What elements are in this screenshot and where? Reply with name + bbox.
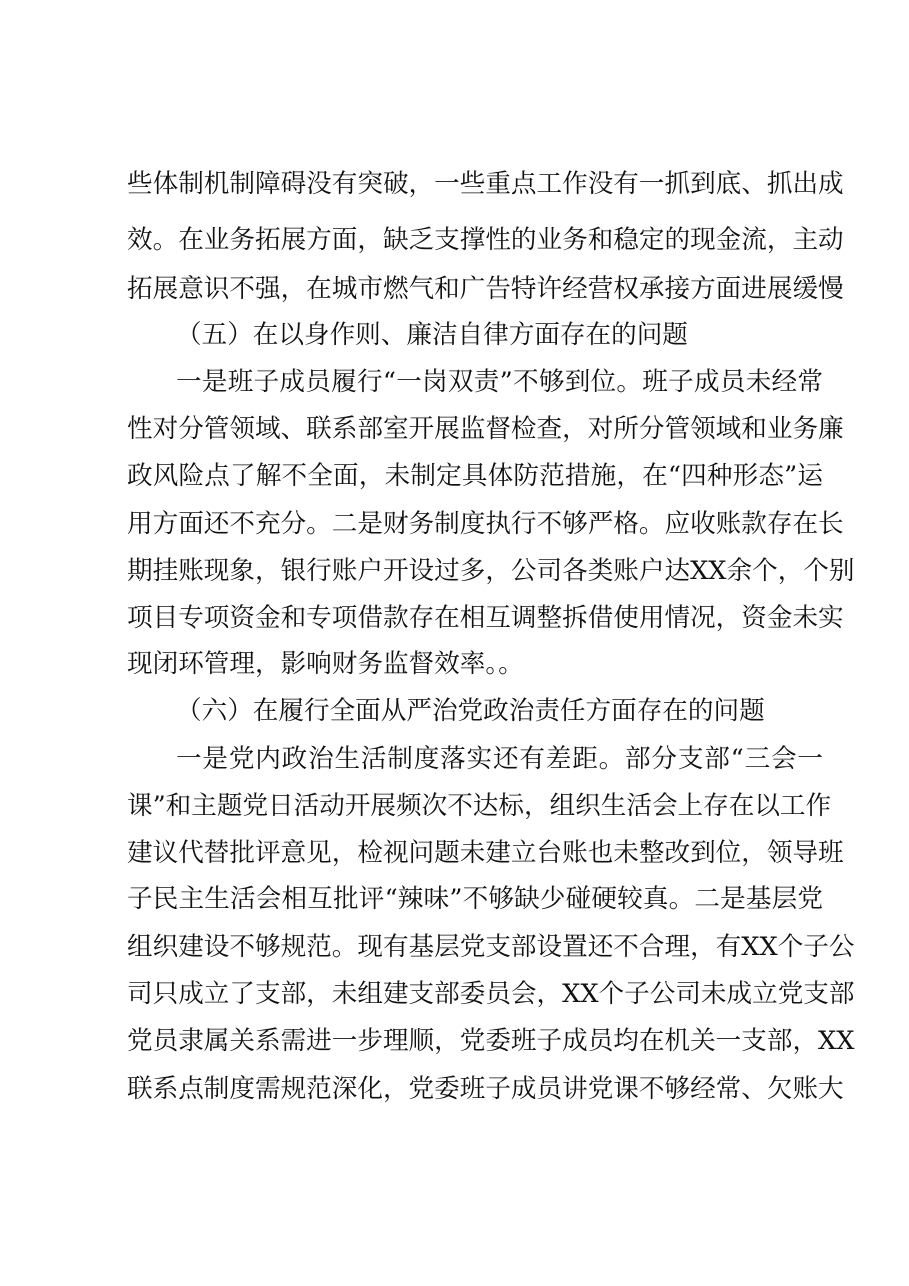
paragraph-line: 些体制机制障碍没有突破，一些重点工作没有一抓到底、抓出成 xyxy=(127,169,844,199)
paragraph-line: 性对分管领域、联系部室开展监督检查，对所分管领域和业务廉 xyxy=(127,414,844,444)
paragraph-line: 党员隶属关系需进一步理顺，党委班子成员均在机关一支部，XX xyxy=(127,1026,855,1056)
paragraph-line: 一是党内政治生活制度落实还有差距。部分支部“三会一 xyxy=(176,744,823,774)
section-heading: （五）在以身作则、廉洁自律方面存在的问题 xyxy=(176,320,688,350)
paragraph-line: 建议代替批评意见，检视问题未建立台账也未整改到位，领导班 xyxy=(127,838,844,868)
paragraph-line: 课”和主题党日活动开展频次不达标，组织生活会上存在以工作 xyxy=(127,791,832,821)
paragraph-line: 政风险点了解不全面，未制定具体防范措施，在“四种形态”运 xyxy=(127,461,823,491)
paragraph-line: 拓展意识不强，在城市燃气和广告特许经营权承接方面进展缓慢 xyxy=(127,274,844,304)
paragraph-line: 效。在业务拓展方面，缺乏支撑性的业务和稳定的现金流，主动 xyxy=(127,225,844,255)
paragraph-line: 子民主生活会相互批评“辣味”不够缺少碰硬较真。二是基层党 xyxy=(127,884,823,914)
paragraph-line: 期挂账现象，银行账户开设过多，公司各类账户达XX余个，个别 xyxy=(127,556,855,586)
paragraph-line: 组织建设不够规范。现有基层党支部设置还不合理，有XX个子公 xyxy=(127,932,855,962)
paragraph-line: 用方面还不充分。二是财务制度执行不够严格。应收账款存在长 xyxy=(127,509,844,539)
section-heading: （六）在履行全面从严治党政治责任方面存在的问题 xyxy=(176,696,765,726)
paragraph-line: 一是班子成员履行“一岗双责”不够到位。班子成员未经常 xyxy=(176,367,823,397)
paragraph-line: 现闭环管理，影响财务监督效率。。 xyxy=(127,649,524,679)
paragraph-line: 联系点制度需规范深化，党委班子成员讲党课不够经常、欠账大 xyxy=(127,1074,844,1104)
paragraph-line: 项目专项资金和专项借款存在相互调整拆借使用情况，资金未实 xyxy=(127,603,844,633)
paragraph-line: 司只成立了支部，未组建支部委员会，XX个子公司未成立党支部 xyxy=(127,979,855,1009)
